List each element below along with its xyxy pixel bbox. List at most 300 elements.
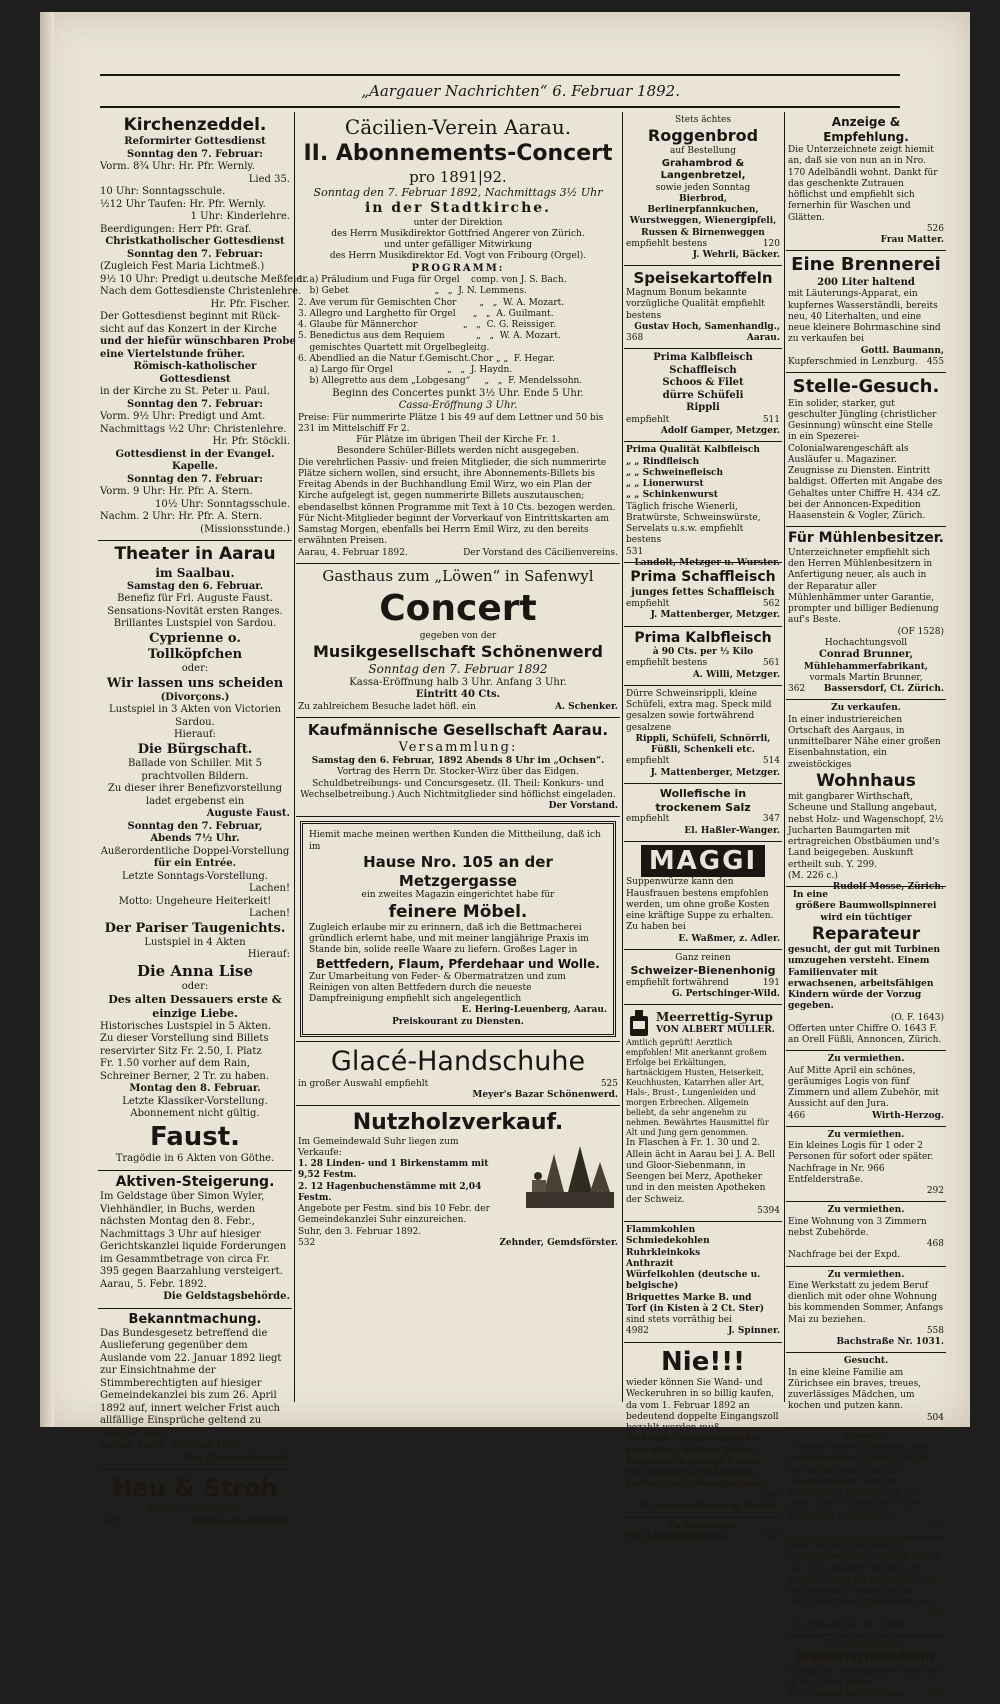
ad-line: Abonnement nicht gültig. [130,1108,260,1119]
ad-signature: Frau Matter. [880,235,944,245]
heu-stroh-ad [98,1470,292,1532]
ad-line: 1 Uhr: Kinderlehre. [190,211,290,223]
ad-line: Sensations-Novität ersten Ranges. [107,605,283,617]
column-divider [294,112,295,1402]
ad-number: 292 [926,1186,944,1196]
ad-title: Für Mühlenbesitzer. [788,530,944,547]
meerrettig-syrup-ad [624,1005,782,1222]
play-title: Die Bürgschaft. [137,741,253,757]
ad-line: Rippli [686,402,720,414]
ad-number: 455 [926,356,944,367]
ad-line: Letzte Sonntags-Vorstellung. [122,870,268,882]
ad-line: ½12 Uhr Taufen: Hr. Pfr. Wernly. [100,198,266,210]
ad-title: Zu vermiethen. [827,1129,905,1140]
ad-line: reservirter Sitz Fr. 2.50, I. Platz [100,1045,262,1057]
ad-title: Wollefische in trockenem Salz [655,786,751,814]
ad-line: sicht auf das Konzert in der Kirche [100,323,277,335]
ad-date: Abends 7½ Uhr. [150,833,240,844]
roggenbrod-ad [624,112,782,266]
ad-number: 566 [926,1689,944,1699]
ad-line: empfiehlt [626,599,670,609]
ad-signature: Landolt, Metzger u. Wurster. [634,557,780,568]
ad-title: Kaufmännische Gesellschaft Aarau. [307,721,609,739]
ad-line: ein zweites Magazin eingerichtet habe für [361,890,555,901]
hassler-fische-ad [624,784,782,842]
uhren-ad [624,1343,782,1519]
column-divider [784,112,785,1402]
vermiethen-kleines-logis-ad [786,1127,946,1203]
ad-title: Eine Brennerei [791,254,941,276]
ad-signature: A. Willi, Metzger. [692,669,780,680]
ad-text: Unterzeichneter empfiehlt sich den Herren Mühlenbesitzern in Anfertigung neuer, als auch in der Reparatur aller Mühlenhämmer unter Garantie, prompter und billiger Bedienung auf's Beste. [788,547,939,626]
ad-date: Suhr, den 3. Februar 1892. [298,1226,422,1237]
play-title: Die Anna Lise [136,961,254,980]
ad-line: Kassa-Eröffnung halb 3 Uhr. Anfang 3 Uhr. [349,676,567,688]
ad-title: Hause Nro. 105 an der Metzgergasse [363,852,553,890]
ad-title: Speisekartoffeln [633,269,773,288]
ad-text: Eine Wohnung von 3 Zimmern nebst Zubehörde. [788,1216,927,1238]
kirchenzeddel-ad [98,112,310,541]
ad-signature: A. Schenker. [554,701,618,712]
ad-number: 514 [762,756,780,767]
ad-line: Hierauf: [247,949,290,961]
ad-number: 548 [100,1515,120,1527]
ad-line: unter der Direktion [413,217,503,228]
ad-line: „ „ Rindfleisch [626,456,700,467]
ad-line: Lied 35. [248,173,290,185]
ad-number: 504 [926,1412,944,1423]
ad-title: Damenschneiderin [797,1650,935,1666]
ad-number: 4982 [626,1326,649,1337]
ad-number: 525 [600,1078,618,1089]
ad-text: So lange Vorrath empfehle zum alten, billigen Preise. Illustrirte Kataloge franko. Für Händler und Agenten vortheilhafte Bezugsquelle. [626,1434,766,1490]
ad-line: Prima Qualität Kalbfleisch [626,445,760,456]
page-spine [40,12,54,1427]
ad-line: Nach dem Gottesdienste Christenlehre. [100,286,302,298]
ad-line: Außerordentliche Doppel-Vorstellung [100,845,290,857]
ad-title: Zu verkaufen: [667,1521,739,1531]
vermiethen-logis-ad [786,1051,946,1127]
ad-line: Hr. Pfr. Fischer. [210,298,290,310]
ad-subtitle: pro 1891|92. [409,167,507,186]
column-4 [786,112,946,1699]
ad-number: 532 [298,1237,316,1248]
vermiethen-werkstatt-ad [786,1267,946,1354]
ad-text: Suppenwürze kann den Hausfrauen bestens empfohlen werden, um ohne große Kosten eine kräftige Suppe zu erhalten. Zu haben bei [626,877,774,933]
ad-number: 562 [762,599,780,609]
ad-signature: Zu erfragen bei der Expd. [788,1619,907,1630]
ad-text: Ein kleines Logis für 1 oder 2 Personen für sofort oder später. Nachfrage in Nr. 966 Entfelderstraße. [788,1141,934,1185]
ad-text: Bierbrod, Berlinerpfannkuchen, Wurstweggen, Wienergipfeli, Russen & Birnenweggen [629,193,777,238]
ad-number: 546 [762,1490,780,1501]
ad-text: Auf Mitte April ein schönes, geräumiges Logis von fünf Zimmern und allem Zubehör, mit Aussicht auf den Jura. [788,1065,939,1110]
ad-text: gesucht, der gut mit Turbinen umzugehen versteht. Einem Familienvater mit erwachsenen, arbeitsfähigen Kindern würde der Vorzug gegeben. [788,945,941,1012]
kohlen-spinner-ad [624,1222,782,1343]
ad-line: vormals Martin Brunner, [809,672,923,683]
ad-title: Nie!!! [661,1346,745,1377]
program-item: gemischtes Quartett mit Orgelbegleitg. [298,342,490,353]
ad-subtitle: Bettfedern, Flaum, Pferdehaar und Wolle. [316,956,600,971]
ad-text: mit Läuterungs-Apparat, ein kupfernes Wasserständli, bereits neu, 40 Literhalten, und eine neue kleinere Bohrmaschine sind zu verkaufen bei [788,289,941,345]
anzeige-empfehlung-ad [786,112,946,251]
muehlenbesitzer-ad [786,527,946,700]
ad-line: Brillantes Lustspiel von Sardou. [113,618,277,629]
ad-line: eine Viertelstunde früher. [100,348,245,360]
tochter-stelle-ad [786,1538,946,1636]
ad-text: Für Plätze im übrigen Theil der Kirche Fr. 1. [356,435,560,445]
ad-number: 516 [926,1521,944,1532]
ad-line: Zu zahlreichem Besuche ladet höfl. ein [298,701,476,712]
ad-number: (OF 1528) [897,626,944,637]
ad-line: Eintritt 40 Cts. [415,689,501,701]
ad-title: Meerrettig-Syrup [656,1010,773,1025]
ad-number: 466 [788,1110,806,1121]
ad-signature: Nachfrage bei der Expd. [788,1250,901,1261]
ad-text: Eine Tochter, die schon in verschiedenen Geschäften thätig war und geläufig französisch spricht, sucht für sofort Stellung, am liebsten in einen Laden. — Gute Zeugnisse und Referenzen. [788,1541,941,1608]
concert-title: II. Abonnements-Concert [303,141,613,166]
ad-text: Zur Umarbeitung von Feder- & Obermatratzen und zum Reinigen von alten Bettfedern durch die neueste Dampfreinigung empfiehlt sich angelegentlich [309,971,566,1004]
ad-signature: Zu erfragen bei der Expd. [788,1689,907,1699]
program-item: b) Allegretto aus dem „Lobgesang“ „ „ F. Mendelssohn. [298,376,583,387]
reparateur-ad [786,887,946,1051]
column-divider [622,112,623,1402]
ad-line: Lustspiel in 3 Akten von Victorien Sardou. [109,704,281,728]
ad-line: (Divorçons.) [160,691,230,703]
ad-line: Briquettes Marke B. und [626,1292,752,1303]
maggi-logo: MAGGI [641,845,765,878]
nutzholzverkauf-ad [296,1106,620,1253]
ad-line: Nachm. 2 Uhr: Hr. Pfr. A. Stern. [100,511,263,523]
ad-signature: J. Wehrli, Bäcker. [692,250,780,260]
ad-title: Aktiven-Steigerung. [115,1173,275,1190]
ad-text: in großer Auswahl empfiehlt [298,1078,429,1089]
ad-date: Aarau, 4. Februar 1892. [298,547,408,558]
ad-line: Mühlehammerfabrikant, [803,661,929,672]
ad-line: 10½ Uhr: Sonntagsschule. [155,498,290,510]
ad-signature: E. Hering-Leuenberg, Aarau. [461,1005,607,1016]
ad-title: Reparateur [811,923,921,944]
ad-line: 10 Uhr: Sonntagsschule. [100,186,226,198]
ad-line: „ „ Schweinefleisch [626,467,724,478]
ad-line: empfiehlt [626,414,670,425]
ad-line: Ballade von Schiller. Mit 5 prachtvollen Bildern. [128,758,262,782]
header-title: „Aargauer Nachrichten“ 6. Februar 1892. [361,82,680,100]
ad-title: Roggenbrod [647,126,759,146]
ad-number: 347 [762,814,780,825]
program-item: 2. Ave verum für Gemischten Chor „ „ W. A. Mozart. [298,297,565,308]
ad-number: 362 [788,684,806,694]
play-title: Cyprienne o. Tollköpfchen [147,630,243,662]
ad-subtitle: im Saalbau. [155,565,235,580]
ad-subtitle: Zu verkaufen. [831,703,901,714]
ad-text: Amtlich geprüft! Aerztlich empfohlen! Mit anerkannt großem Erfolge bei Erkältungen, hartnäckigem Husten, Heiserkeit, Keuchhusten, Katarrhen aller Art, Hals-, Brust-, Lungenleiden und morgen Erbrechen. Allgemein beliebt, da sehr angenehm zu nehmen. Bewährtes Hausmittel für Alt und Jung gern genommen. [626,1038,769,1138]
ad-signature: Der Vorstand. [548,801,618,811]
ad-date: Sonntag den 7. Februar: [127,148,263,160]
ad-text: In einer industriereichen Ortschaft des Aargaus, in unmittelbarer Nähe einer großen Eisenbahnstation, ein zweistöckiges [788,714,941,770]
ad-number: 5394 [757,1205,780,1216]
mattenberger-schaffleisch-ad [624,563,782,627]
ad-line: Anthrazit [626,1258,674,1269]
ad-line: Sonntag den 7. Februar: [127,473,263,485]
ad-line: empfiehlt fortwährend [626,977,729,988]
ad-line: Flammkohlen [626,1225,696,1235]
ad-subtitle: Gottesdienst in der Evangel. Kapelle. [115,448,275,473]
ad-line: à 90 Cts. per ½ Kilo [652,647,754,657]
program-item: 6. Abendlied an die Natur f.Gemischt.Chor „ „ F. Hegar. [298,353,555,364]
ad-line: Historisches Lustspiel in 5 Akten. [100,1020,271,1032]
damenschneiderin-ad [786,1636,946,1704]
ad-signature: Gustav Hoch, Samenhandlg., [634,321,780,332]
ad-place: in der Stadtkirche. [364,200,552,216]
header-rule-bottom [100,106,900,108]
ad-number: 528 [762,1532,780,1543]
ad-signature: J. Mattenberger, Metzger. [650,610,780,621]
ad-title: Heu & Stroh [112,1474,278,1503]
vermiethen-wohnung-ad [786,1202,946,1266]
column-2 [296,112,620,1402]
bottle-icon [626,1008,652,1038]
ad-title: Anzeige & Empfehlung. [823,115,909,144]
ad-line: 9½ 10 Uhr: Predigt u.deutsche Meßfeier. [100,273,310,285]
theater-ad [98,541,292,1170]
ad-text: Die verehrlichen Passiv- und freien Mitglieder, die sich nummerirte Plätze sichern wollen, sind ersucht, ihre Abonnements-Billets bis Freitag Abends in der Buchhandlung Emil Wirz, wo ein Plan der Kirche aufgelegt ist, gegen nummerirte Billets auszutauschen; ebendaselbst können Programme mit Text à 10 Cts. bezogen werden. [298,457,616,513]
ad-signature: Auguste Faust. [206,808,290,819]
play-title: Wir lassen uns scheiden [106,675,284,691]
ad-line: oder: [181,980,209,992]
ad-text: Ein Kinderbettstatt. [626,1532,728,1543]
ad-signature: Bachstraße Nr. 1031. [836,1337,944,1347]
ad-subtitle: feinere Möbel. [388,901,528,922]
kaufmaennische-gesellschaft-ad [296,718,620,817]
ad-text: Hiemit mache meinen werthen Kunden die Mittheilung, daß ich im [309,830,601,852]
ad-text: Für Nicht-Mitglieder beginnt der Vorverkauf von Eintrittskarten am Samstag Morgen, ebenfalls bei Herrn Emil Wirz, zu den bereits erwähnten Preisen. [298,513,609,547]
ad-line: Hochachtungsvoll [824,637,908,648]
ad-text: Angebote per Festm. sind bis 10 Febr. der Gemeindekanzlei Suhr einzureichen. [298,1204,490,1226]
moebel-ad [300,821,616,1037]
ad-line: Lustspiel in 4 Akten [144,936,246,948]
ad-signature: J. Mattenberger, Metzger. [650,767,780,778]
ad-text: Dürre Schweinsrippli, kleine Schüfeli, extra mag. Speck mild gesalzen sowie fortwährend gesalzene [626,688,772,733]
program-item: b) Gebet „ „ J. N. Lemmens. [298,286,527,297]
ad-date: Aarau, den 2. Februar 1892. [100,1440,244,1452]
ad-signature: Der Vorstand des Cäcilienvereins. [463,547,618,558]
ad-line: empfiehlt bestens [626,658,708,669]
ad-line: Lachen! [248,908,290,919]
ad-signature: Rudolf Mosse, Zürich. [832,882,944,892]
ad-line: Beginn des Concertes punkt 3½ Uhr. Ende 5 Uhr. [332,387,584,399]
gamper-metzger-ad [624,349,782,442]
ad-line: Zu dieser ihrer Benefizvorstellung ladet ergebenst ein [107,783,283,807]
caecilien-verein-ad [296,112,620,564]
ad-line: (Missionsstunde.) [200,523,290,535]
page-header [100,72,900,102]
ad-place: Aarau. [746,333,780,343]
ad-number: 558 [926,1325,944,1336]
ad-signature: E. Waßmer, z. Adler. [678,933,780,944]
ad-text: wieder können Sie Wand- und Weckeruhren in so billig kaufen, da vom 1. Februar 1892 an bedeutend doppelte Eingangszoll bezahlt werden muß. [626,1378,779,1433]
ad-title: Wohnhaus [816,770,916,791]
ad-title: Gesucht. [843,1431,889,1442]
wohnhaus-ad [786,700,946,892]
program-item: a) Largo für Orgel „ „ J. Haydn. [298,365,513,375]
brennerei-ad [786,251,946,373]
ad-subtitle: Reformirter Gottesdienst [124,136,266,148]
ad-line: Sonntag den 7. Februar: [127,398,263,410]
ad-line: Motto: Ungeheure Heiterkeit! [118,895,272,907]
ad-line: Cassa-Eröffnung 3 Uhr. [398,400,518,411]
ad-date: Sonntag den 7. Februar, [127,820,263,832]
stelle-gesuch-ad [786,373,946,527]
bienenhonig-ad [624,950,782,1006]
ad-line: Lachen! [248,883,290,894]
ad-text: kauft fortwährend [148,1503,242,1515]
ad-signature: Gottl. Baumann, [860,345,944,356]
ad-subtitle: Versammlung: [398,739,518,755]
ad-line: Bei einer hiesigen [824,1639,908,1649]
glace-handschuhe-ad [296,1041,620,1106]
ad-signature: Adolf Gamper, Metzger. [660,426,780,436]
ad-line: Torf (in Kisten à 2 Ct. Ster) [626,1303,764,1314]
ad-line: Prima Kalbfleisch [653,352,753,364]
ad-text: Preise: Für nummerirte Plätze 1 bis 49 auf dem Lettner und 50 bis 231 im Mittelschiff Fr 2. [298,412,604,434]
ad-line: Vorm. 9½ Uhr: Predigt und Amt. [100,411,266,423]
ad-line: sowie jeden Sonntag [655,182,751,193]
maggi-ad [624,842,782,950]
ad-line: Hr. Pfr. Stöckli. [212,436,290,448]
ad-line: für ein Entrée. [153,858,237,869]
ad-date: Sonntag den 7. Februar: [127,248,263,260]
ad-line: Zu dieser Vorstellung sind Billets [100,1033,269,1044]
ad-line: Stets ächtes [675,115,731,125]
ad-date: Sonntag den 7. Februar 1892 [368,661,548,676]
ad-signature: Meyer's Bazar Schönenwerd. [472,1089,618,1100]
ad-number: 511 [762,414,780,425]
ad-line: Benefiz für Frl. Auguste Faust. [117,593,273,604]
ad-date: Aarau, 5. Febr. 1892. [100,1278,207,1290]
ad-title: Prima Kalbfleisch [634,629,772,646]
speisekartoffeln-ad [624,266,782,349]
ad-line: dürre Schüfeli [662,389,744,401]
ad-line: Hierauf: [173,729,217,741]
ad-line [298,548,618,559]
ad-title: Zu vermiethen. [827,1054,905,1065]
landolt-metzger-ad [624,442,782,568]
ad-line: Schaffleisch [669,364,737,376]
ad-title: Nutzholzverkauf. [352,1110,564,1135]
ad-number: 120 [762,238,780,249]
ad-line: Nachmittags ½2 Uhr: Christenlehre. [100,423,287,435]
ad-text: Im Geldstage über Simon Wyler, Viehhändler, in Buchs, werden nächsten Montag den 8. Febr., Nachmittags 3 Uhr auf hiesiger Gerichtskanzlei liquide Forderungen im Gesammtbetrage von circa Fr. 395 gegen Baarzahlung versteigert. [100,1191,287,1277]
ad-title: Kirchenzeddel. [123,115,267,135]
ad-title: Gesucht. [843,1356,889,1367]
ad-title: Schweizer-Bienenhonig [630,964,776,977]
ad-line: oder: [181,663,209,674]
kinderbettstatt-ad [624,1518,782,1548]
ad-text: Zugleich erlaube mir zu erinnern, daß ich die Bettmacherei gründlich erlernt habe, und mit meiner langjährige Praxis im Stande bin, solide reelle Waare zu liefern. Großes Lager in [309,922,589,956]
ad-line: Vorm. 9 Uhr: Hr. Pfr. A. Stern. [100,486,253,498]
ad-line: empfiehlt [626,756,670,767]
ad-place: Bassersdorf, Ct. Zürich. [823,684,944,694]
ad-line: Schmiedekohlen [626,1236,710,1247]
ad-line: Beerdigungen: Herr Pfr. Graf. [100,223,252,235]
ad-date: Sonntag den 7. Februar 1892, Nachmittags 3½ Uhr [313,186,603,200]
ad-signature: El. Haßler-Wanger. [684,825,780,836]
ad-number: 526 [926,223,944,234]
ad-line: Ruhrkleinkoks [626,1247,701,1258]
ad-date: Samstag den 6. Februar, 1892 Abends 8 Uhr im „Ochsen“. [311,756,605,766]
ad-line: Schreiner Berner, 2 Tr. zu haben. [100,1070,270,1082]
ad-title: Zu vermiethen. [827,1205,905,1216]
ad-line: „ „ Schinkenwurst [626,490,718,501]
ad-number: 191 [762,977,780,988]
ad-line: Letzte Klassiker-Vorstellung. [122,1095,268,1107]
program-item: 3. Allegro und Larghetto für Orgel „ „ A. Guilmant. [298,308,554,319]
ad-signature: Conrad Brunner, [818,649,914,660]
ad-line: des Herrn Musikdirektor Gottfried Angerer von Zürich. [331,228,585,239]
program-heading: PROGRAMM: [411,262,505,274]
ad-line: (Zugleich Fest Maria Lichtmeß.) [100,261,265,273]
ad-line: empfiehlt bestens [626,238,708,249]
ad-line: und der hiefür wünschbaren Probe [100,336,296,348]
program-item: 1. a) Präludium und Fuga für Orgel comp. von J. S. Bach. [298,275,567,285]
program-item: 4. Glaube für Männerchor „ „ C. G. Reissiger. [298,320,556,330]
play-title: Faust. [149,1121,241,1152]
ad-number: 468 [926,1239,944,1249]
ad-line: auf Bestellung [670,146,736,157]
ad-number: 557 [926,1608,944,1619]
mattenberger-rippli-ad [624,686,782,784]
ad-line: und unter gefälliger Mitwirkung [384,240,532,250]
ad-title: Glacé-Handschuhe [330,1045,586,1077]
ad-subtitle: junges fettes Schaffleisch [631,586,775,598]
ad-line: Fr. 1.50 vorher auf dem Rain, [100,1058,250,1069]
ad-signature: W. Krüger-Römer in Zürich. [639,1501,780,1512]
ad-line: 2. 12 Hagenbuchenstämme mit 2,04 Festm. [298,1181,482,1203]
woodcut-forest-icon [524,1140,616,1212]
ad-signature: J. Spinner. [728,1326,780,1337]
ad-number: 368 [626,333,644,343]
ad-line: empfiehlt [626,814,670,825]
ad-signature: Weber-Hegnauer. [192,1515,290,1527]
ad-text: In Flaschen à Fr. 1. 30 und 2. Allein ächt in Aarau bei J. A. Bell und Gloor-Siebenmann, in Seengen bei Merz, Apotheker und in den meisten Apotheken der Schweiz. [626,1138,775,1205]
ad-text: Besondere Schüler-Billets werden nicht ausgegeben. [336,446,580,457]
ad-signature: Der Gemeinderath. [182,1452,290,1464]
ad-text: Magnum Bonum bekannte vorzügliche Qualität empfiehlt bestens [626,288,765,321]
ad-line: Würfelkohlen (deutsche u. belgische) [626,1270,761,1292]
ad-line: 1. 28 Linden- und 1 Birkenstamm mit 9,52 Festm. [298,1159,489,1181]
ad-signature: Wirth-Herzog. [871,1110,944,1121]
ad-title: Bekanntmachung. [128,1311,262,1327]
ad-subtitle: Römisch-katholischer Gottesdienst [133,361,257,385]
play-title: Des alten Dessauers erste & einzige Liebe. [108,993,282,1020]
ad-title: Cäcilien-Verein Aarau. [344,115,572,139]
ad-subtitle: Grahambrod & Langenbretzel, [660,157,746,181]
ad-text: Vortrag des Herrn Dr. Stocker-Wirz über das Eidgen. Schuldbetreibungs- und Concursgesetz. (II. Theil: Konkurs- und Wechselbetreibung.) Auch Nichtmitglieder sind höflichst eingeladen. [300,767,616,800]
gesucht-magd-ad [786,1429,946,1538]
ad-text: Das Bundesgesetz betreffend die Auslieferung gegenüber dem Auslande vom 22. Januar 1892 liegt zur Einsichtnahme der Stimmberechtigten auf hiesiger Gemeindekanzlei bis zum 26. April 1892 auf, innert welcher Frist auch allfällige Einsprüche geltend zu machen sind. [100,1327,282,1439]
ad-number: 531 [626,546,644,557]
ad-text: In einen kleinen Haushalt eine rechtschaffene, tüchtige Magd, die kochen kann und die Hausgeschäfte versteht. Freundliche Behandlung und guter Lohn zugesichert. Gute Zeugnisse erforderlich. [788,1443,932,1521]
gesucht-maedchen-ad [786,1353,946,1429]
ad-text: Rippli, Schüfeli, Schnörrli, Füßli, Schenkeli etc. [635,733,771,755]
ad-text: Im Gemeindewald Suhr liegen zum Verkaufe: [298,1136,459,1158]
ad-signature: G. Pertschinger-Wild. [671,989,780,999]
aktiven-steigerung-ad [98,1171,292,1309]
ad-line: des Herrn Musikdirektor Ed. Vogt von Fribourg (Orgel). [329,251,587,262]
concert-title: Concert [379,587,537,629]
ad-text: In eine größere Baumwollspinnerei wird ein tüchtiger [792,890,937,923]
play-title: Der Pariser Taugenichts. [104,920,286,936]
